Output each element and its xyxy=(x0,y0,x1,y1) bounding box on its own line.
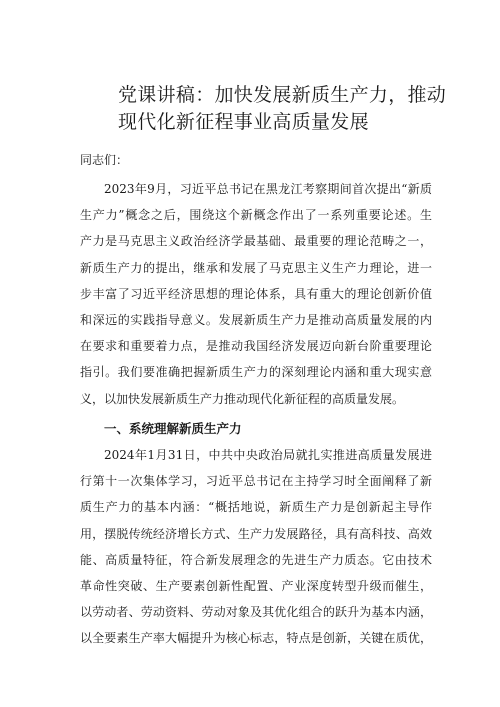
salutation: 同志们： xyxy=(80,153,129,167)
paragraph-line: 和深远的实践指导意义。发展新质生产力是推动高质量发展的内 xyxy=(80,313,432,328)
paragraph-line: 新质生产力的提出，继承和发展了马克思主义生产力理论，进一 xyxy=(80,260,432,275)
paragraph-line: 2023年9月，习近平总书记在黑龙江考察期间首次提出“新质 xyxy=(104,182,432,196)
title-line: 党课讲稿：加快发展新质生产力，推动 xyxy=(118,84,447,106)
paragraph-line: 质生产力的基本内涵：“概括地说，新质生产力是创新起主导作 xyxy=(80,500,432,515)
paragraph-line: 在要求和重要着力点，是推动我国经济发展迈向新台阶重要理论 xyxy=(80,339,432,354)
paragraph-line: 2024年1月31日，中共中央政治局就扎实推进高质量发展进 xyxy=(104,448,432,462)
paragraph-intro xyxy=(80,176,432,412)
document-title xyxy=(118,82,448,136)
paragraph-line: 产力是马克思主义政治经济学最基础、最重要的理论范畴之一， xyxy=(80,234,432,249)
paragraph-line: 以劳动者、劳动资料、劳动对象及其优化组合的跃升为基本内涵， xyxy=(80,605,432,620)
section-heading: 一、系统理解新质生产力 xyxy=(104,421,242,436)
title-line: 现代化新征程事业高质量发展 xyxy=(118,111,369,133)
paragraph-line: 指引。我们要准确把握新质生产力的深刻理论内涵和重大现实意 xyxy=(80,365,432,380)
paragraph-line: 能、高质量特征，符合新发展理念的先进生产力质态。它由技术 xyxy=(80,552,432,567)
paragraph-line: 生产力”概念之后，围绕这个新概念作出了一系列重要论述。生 xyxy=(80,208,432,223)
paragraph-section1 xyxy=(80,442,432,652)
paragraph-line: 步丰富了习近平经济思想的理论体系，具有重大的理论创新价值 xyxy=(80,286,432,301)
paragraph-line: 革命性突破、生产要素创新性配置、产业深度转型升级而催生， xyxy=(80,579,432,594)
paragraph-line: 义，以加快发展新质生产力推动现代化新征程的高质量发展。 xyxy=(80,391,405,406)
paragraph-line: 行第十一次集体学习，习近平总书记在主持学习时全面阐释了新 xyxy=(80,474,432,489)
paragraph-line: 用，摆脱传统经济增长方式、生产力发展路径，具有高科技、高效 xyxy=(80,526,432,541)
paragraph-line: 以全要素生产率大幅提升为核心标志，特点是创新，关键在质优， xyxy=(80,631,432,646)
